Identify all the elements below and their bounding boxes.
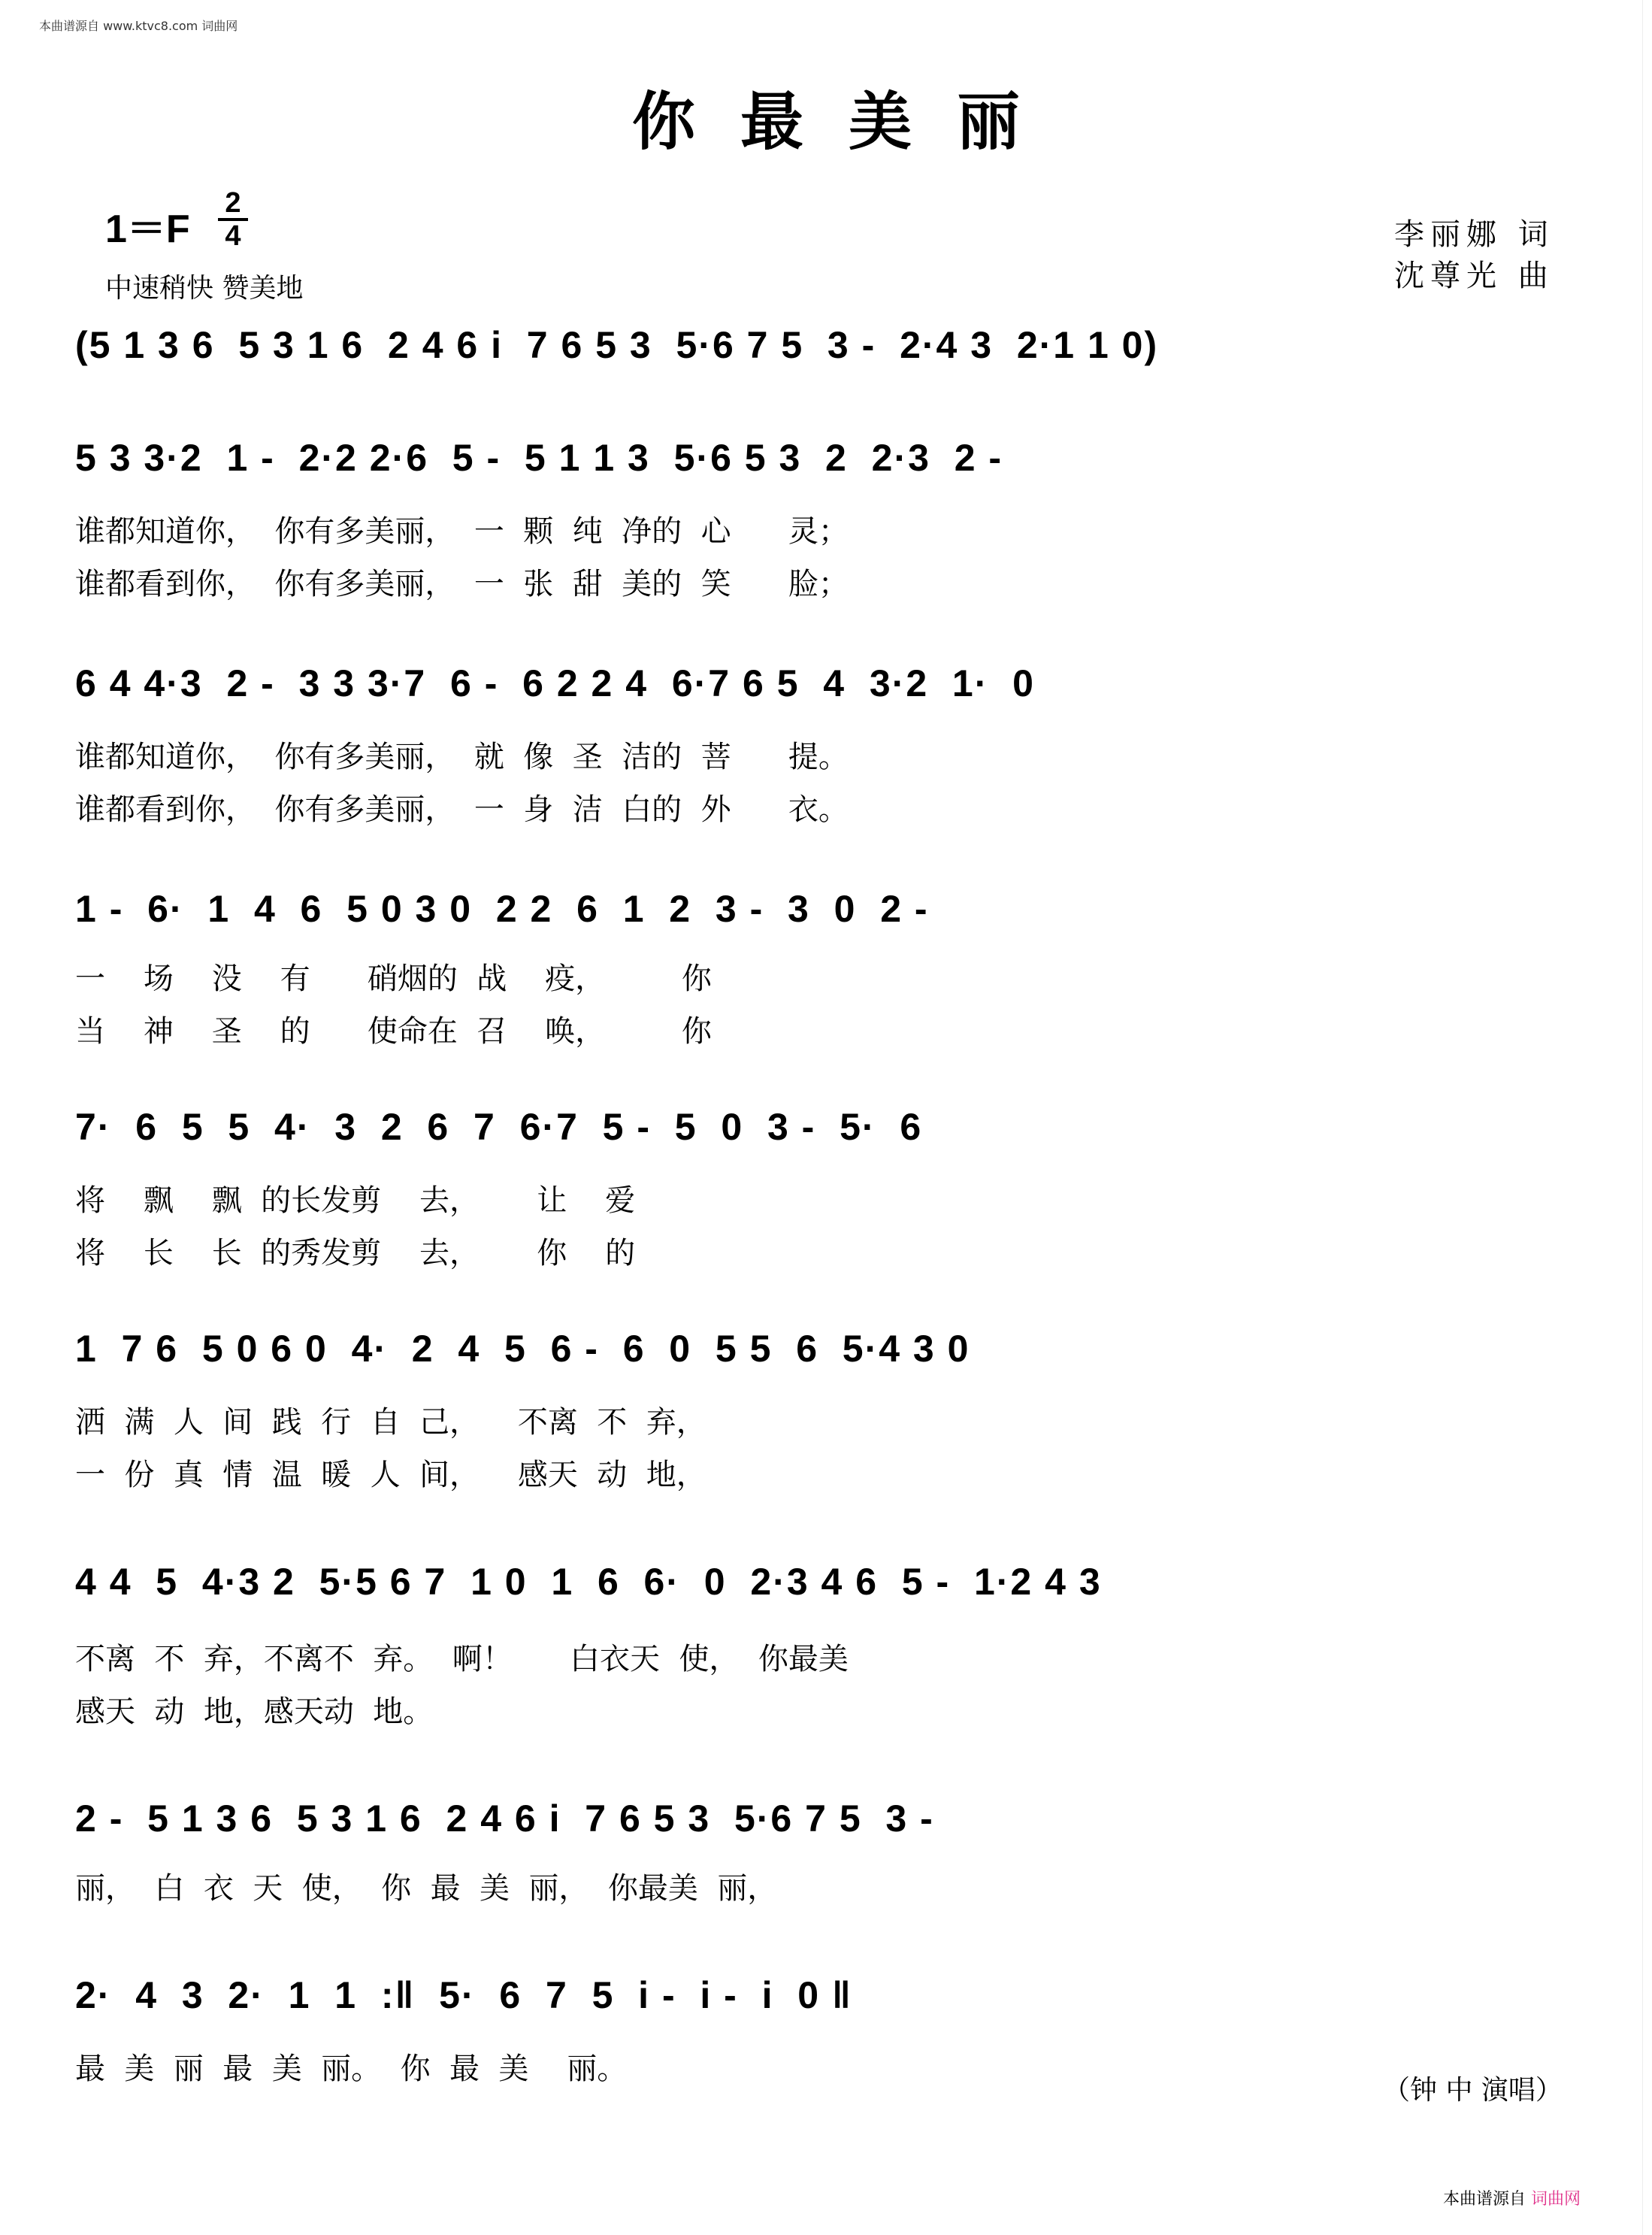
score-row <box>75 1973 1586 2034</box>
key-signature: 1＝F <box>105 207 190 251</box>
performer-credit: （钟 中 演唱） <box>1383 2075 1563 2106</box>
lyric-verse-1: 谁都知道你， 你有多美丽， 就 像 圣 洁的 菩 提。 <box>75 740 849 774</box>
notation: 1 - 6· 1 4 6 5 0 3 0 2 2 6 1 2 3 - 3 0 2 - <box>75 888 929 930</box>
footer-text: 本曲谱源自 <box>1443 2190 1526 2209</box>
lyric-verse-1: 不离 不 弃，不离不 弃。 啊！ 白衣天 使， 你最美 <box>75 1642 849 1676</box>
score-row <box>75 1797 1586 1857</box>
score-row <box>75 662 1586 722</box>
notation: 2 - 5 1 3 6 5 3 1 6 2 4 6 i 7 6 5 3 5·6 7 5 3 - <box>75 1797 934 1840</box>
time-signature <box>218 189 248 250</box>
footer <box>1443 2186 1581 2209</box>
composer-credit: 沈尊光 曲 <box>1394 259 1554 293</box>
source-note: 本曲谱源自 www.ktvc8.com 词曲网 <box>39 19 238 33</box>
footer-brand: 词曲网 <box>1531 2190 1581 2209</box>
notation: (5 1 3 6 5 3 1 6 2 4 6 i 7 6 5 3 5·6 7 5 3 - 2·4 3 2·1 1 0) <box>75 324 1159 366</box>
time-signature-bottom: 4 <box>225 220 241 252</box>
notation: 4 4 5 4·3 2 5·5 6 7 1 0 1 6 6· 0 2·3 4 6 5 - 1·2 4 3 <box>75 1561 1102 1603</box>
score-row <box>75 323 1586 383</box>
notation: 7· 6 5 5 4· 3 2 6 7 6·7 5 - 5 0 3 - 5· 6 <box>75 1106 923 1148</box>
lyric-verse-1: 丽， 白 衣 天 使， 你 最 美 丽， 你最美 丽， <box>75 1871 778 1906</box>
lyric-verse-2: 谁都看到你， 你有多美丽， 一 张 甜 美的 笑 脸； <box>75 567 849 601</box>
page-edge <box>1642 0 1652 2235</box>
time-signature-top: 2 <box>225 187 241 219</box>
lyric-verse-1: 洒 满 人 间 践 行 自 己， 不离 不 弃， <box>75 1405 706 1440</box>
notation: 1 7 6 5 0 6 0 4· 2 4 5 6 - 6 0 5 5 6 5·4 3 0 <box>75 1328 970 1370</box>
score-row <box>75 1105 1586 1165</box>
lyric-verse-2: 感天 动 地，感天动 地。 <box>75 1694 434 1729</box>
tempo-marking: 中速稍快 赞美地 <box>105 273 304 304</box>
lyric-verse-1: 一 场 没 有 硝烟的 战 疫， 你 <box>75 962 712 996</box>
notation: 6 4 4·3 2 - 3 3 3·7 6 - 6 2 2 4 6·7 6 5 4 3·2 1· 0 <box>75 662 1035 704</box>
score-row <box>75 1327 1586 1387</box>
lyric-verse-2: 将 长 长 的秀发剪 去， 你 的 <box>75 1236 636 1270</box>
score-row <box>75 887 1586 947</box>
notation: 2· 4 3 2· 1 1 :‖ 5· 6 7 5 i - i - i 0 ‖ <box>75 1974 852 2016</box>
lyric-verse-2: 当 神 圣 的 使命在 召 唤， 你 <box>75 1014 712 1049</box>
notation: 5 3 3·2 1 - 2·2 2·6 5 - 5 1 1 3 5·6 5 3 2 2·3 2 - <box>75 437 1003 479</box>
score-row <box>75 436 1586 496</box>
lyric-verse-2: 一 份 真 情 温 暖 人 间， 感天 动 地， <box>75 1458 706 1492</box>
lyric-verse-1: 最 美 丽 最 美 丽。 你 最 美 丽。 <box>75 2052 628 2086</box>
lyric-verse-1: 谁都知道你， 你有多美丽， 一 颗 纯 净的 心 灵； <box>75 514 849 549</box>
lyric-verse-1: 将 飘 飘 的长发剪 去， 让 爱 <box>75 1183 636 1218</box>
score-row <box>75 1560 1586 1620</box>
lyric-verse-2: 谁都看到你， 你有多美丽， 一 身 洁 白的 外 衣。 <box>75 792 849 827</box>
lyricist-credit: 李丽娜 词 <box>1394 217 1554 252</box>
song-title: 你最美丽 <box>631 85 1065 159</box>
